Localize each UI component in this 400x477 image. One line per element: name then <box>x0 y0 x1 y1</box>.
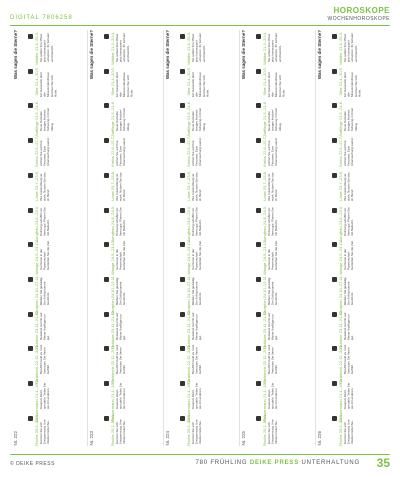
sign-name: Jungfrau 24.8.-23.9. <box>262 205 267 242</box>
sign-name: Stier 21.4.-20.5. <box>186 66 191 96</box>
sign-text: Neue Kontakte bringen frischen Schwung in Ihren Alltag. <box>191 108 206 132</box>
sign-entry <box>104 379 159 423</box>
sign-entry <box>28 414 83 444</box>
sign-entry <box>28 275 83 316</box>
sign-name: Löwe 23.7.-23.8. <box>34 170 39 201</box>
sign-text: Reiselust kommt auf. Kleine Ausflüge tun gut. <box>343 311 355 340</box>
sign-name: Schütze 23.11.-21.12. <box>338 309 343 349</box>
sign-name: Zwillinge 21.5.-21.6. <box>186 101 191 138</box>
sign-text: Ordnung schaffen tut Ihnen gut. Planen Sie mit Bedacht. <box>39 206 51 236</box>
sign-entry <box>332 67 387 97</box>
sign-name: Wassermann 21.1.-19.2. <box>338 379 343 423</box>
sign-text: Beruflich läuft es rund. Vertrauen Sie Ihrem Gefühl. <box>267 344 279 375</box>
sign-text: Reiselust kommt auf. Kleine Ausflüge tun gut. <box>115 311 127 340</box>
sign-entry <box>104 240 159 276</box>
sign-name: Fische 20.2.-20.3. <box>186 413 191 446</box>
zodiac-icon <box>28 34 33 39</box>
sign-text: Achten Sie auf Ihre Finanzen. Eine Überraschung wartet. <box>343 137 355 167</box>
zodiac-icon <box>104 34 109 39</box>
zodiac-icon <box>256 208 261 213</box>
sign-entry <box>180 414 235 444</box>
sign-name: Zwillinge 21.5.-21.6. <box>262 101 267 138</box>
sign-name: Schütze 23.11.-21.12. <box>262 309 267 349</box>
sign-name: Waage 24.9.-23.10. <box>110 240 115 276</box>
zodiac-icon <box>104 242 109 247</box>
sign-list <box>180 30 235 446</box>
sign-entry <box>256 67 311 97</box>
sign-name: Zwillinge 21.5.-21.6. <box>34 101 39 138</box>
sign-name: Widder 21.3.-20.4. <box>186 32 191 65</box>
sign-text: Achten Sie auf Ihre Finanzen. Eine Überraschung wartet. <box>191 137 203 167</box>
zodiac-icon <box>104 312 109 317</box>
zodiac-icon <box>256 277 261 282</box>
sign-text: Achten Sie auf Ihre Finanzen. Eine Überraschung wartet. <box>39 137 51 167</box>
card-title: Was sagen die Sterne? <box>165 30 170 80</box>
sign-text: Harmonie in der Partnerschaft. Genießen Sie die Zeit. <box>39 240 51 271</box>
footer-credit-highlight: DEIKE PRESS <box>249 460 300 466</box>
sign-name: Waage 24.9.-23.10. <box>34 240 39 276</box>
sign-entry <box>256 101 311 138</box>
sign-text: Gönnen Sie sich Entspannung. Ihre Intuition leitet Sie. <box>267 419 279 444</box>
zodiac-icon <box>180 103 185 108</box>
sign-text: Reiselust kommt auf. Kleine Ausflüge tun gut. <box>267 311 279 340</box>
card-header <box>13 30 27 446</box>
sign-name: Zwillinge 21.5.-21.6. <box>338 101 343 138</box>
page-number: 35 <box>376 456 390 470</box>
zodiac-icon <box>332 103 337 108</box>
card-code: Nr. 222 <box>13 431 18 446</box>
sign-text: Ihre Ausstrahlung ist stark. Nutzen Sie das im Beruf. <box>191 172 203 201</box>
sign-entry <box>180 171 235 201</box>
sign-name: Löwe 23.7.-23.8. <box>186 170 191 201</box>
zodiac-icon <box>28 312 33 317</box>
sign-entry <box>256 136 311 166</box>
sign-name: Schütze 23.11.-21.12. <box>34 309 39 349</box>
sign-name: Jungfrau 24.8.-23.9. <box>34 205 39 242</box>
sign-text: Beruflich läuft es rund. Vertrauen Sie Ihrem Gefühl. <box>115 344 127 375</box>
zodiac-icon <box>104 346 109 351</box>
sign-name: Schütze 23.11.-21.12. <box>186 309 191 349</box>
sign-entry <box>180 309 235 349</box>
sign-name: Zwillinge 21.5.-21.6. <box>110 101 115 138</box>
zodiac-icon <box>256 138 261 143</box>
zodiac-icon <box>332 242 337 247</box>
sign-name: Steinbock 22.12.-20.1. <box>338 344 343 385</box>
zodiac-icon <box>256 34 261 39</box>
sign-entry <box>332 275 387 316</box>
sign-text: Gönnen Sie sich Entspannung. Ihre Intuition leitet Sie. <box>39 419 51 444</box>
zodiac-icon <box>180 312 185 317</box>
footer-rule <box>10 454 390 455</box>
zodiac-icon <box>104 416 109 421</box>
zodiac-icon <box>332 381 337 386</box>
sign-entry <box>256 205 311 242</box>
sign-entry <box>256 309 311 349</box>
sign-text: Gönnen Sie sich Entspannung. Ihre Intuition leitet Sie. <box>343 419 355 444</box>
sign-name: Waage 24.9.-23.10. <box>338 240 343 276</box>
sign-text: Gönnen Sie sich Entspannung. Ihre Intuition leitet Sie. <box>191 419 203 444</box>
sign-entry <box>28 171 83 201</box>
sign-text: Ihre Ausstrahlung ist stark. Nutzen Sie das im Beruf. <box>267 172 279 201</box>
zodiac-icon <box>104 173 109 178</box>
sign-name: Wassermann 21.1.-19.2. <box>262 379 267 423</box>
zodiac-icon <box>180 381 185 386</box>
sign-name: Krebs 22.6.-22.7. <box>110 136 115 167</box>
zodiac-icon <box>180 69 185 74</box>
sign-name: Steinbock 22.12.-20.1. <box>262 344 267 385</box>
zodiac-icon <box>332 34 337 39</box>
sign-text: Kreative Ideen sprudeln. Teilen Sie sie mit anderen. <box>343 383 355 410</box>
sign-text: Bleiben Sie geduldig. Der Erfolg kommt bestimmt. <box>191 276 203 306</box>
sign-entry <box>104 275 159 316</box>
zodiac-icon <box>28 381 33 386</box>
sign-entry <box>256 344 311 385</box>
sign-name: Waage 24.9.-23.10. <box>262 240 267 276</box>
zodiac-icon <box>180 416 185 421</box>
sign-text: Harmonie in der Partnerschaft. Genießen Sie die Zeit. <box>191 240 203 271</box>
card-header <box>165 30 179 446</box>
zodiac-icon <box>180 138 185 143</box>
sign-entry <box>28 32 83 65</box>
sign-text: Ein Gespräch klärt alte Missverständnisse. Gönnen Sie sich Ruhe. <box>267 71 286 97</box>
sign-text: Bleiben Sie geduldig. Der Erfolg kommt bestimmt. <box>267 276 279 306</box>
sign-entry <box>104 101 159 138</box>
sign-name: Krebs 22.6.-22.7. <box>186 136 191 167</box>
sign-text: Achten Sie auf Ihre Finanzen. Eine Überraschung wartet. <box>115 137 127 167</box>
zodiac-icon <box>256 312 261 317</box>
sign-name: Jungfrau 24.8.-23.9. <box>338 205 343 242</box>
sign-text: Bleiben Sie geduldig. Der Erfolg kommt bestimmt. <box>115 276 127 306</box>
zodiac-icon <box>332 312 337 317</box>
sign-name: Widder 21.3.-20.4. <box>338 32 343 65</box>
sign-entry <box>180 32 235 65</box>
zodiac-icon <box>332 69 337 74</box>
sign-name: Wassermann 21.1.-19.2. <box>186 379 191 423</box>
sign-text: Achten Sie auf Ihre Finanzen. Eine Überraschung wartet. <box>267 137 279 167</box>
sign-entry <box>104 344 159 385</box>
sign-entry <box>180 136 235 166</box>
sign-entry <box>180 67 235 97</box>
zodiac-icon <box>28 138 33 143</box>
horoscope-grid <box>12 30 388 446</box>
zodiac-icon <box>28 416 33 421</box>
zodiac-icon <box>28 173 33 178</box>
sign-name: Löwe 23.7.-23.8. <box>338 170 343 201</box>
sign-name: Skorpion 24.10.-22.11. <box>338 275 343 316</box>
zodiac-icon <box>256 103 261 108</box>
zodiac-icon <box>28 69 33 74</box>
sign-entry <box>104 414 159 444</box>
sign-name: Jungfrau 24.8.-23.9. <box>110 205 115 242</box>
footer-credit-prefix: 780 FRÜHLING <box>195 460 248 466</box>
zodiac-icon <box>332 208 337 213</box>
zodiac-icon <box>180 277 185 282</box>
zodiac-icon <box>104 69 109 74</box>
zodiac-icon <box>256 69 261 74</box>
sign-text: Bleiben Sie geduldig. Der Erfolg kommt bestimmt. <box>39 276 51 306</box>
sign-name: Jungfrau 24.8.-23.9. <box>186 205 191 242</box>
zodiac-icon <box>104 208 109 213</box>
sign-entry <box>28 101 83 138</box>
zodiac-icon <box>104 381 109 386</box>
sign-text: Ein Gespräch klärt alte Missverständnisse. Gönnen Sie sich Ruhe. <box>343 71 362 97</box>
sign-name: Krebs 22.6.-22.7. <box>338 136 343 167</box>
sign-text: Gönnen Sie sich Entspannung. Ihre Intuition leitet Sie. <box>115 419 127 444</box>
sign-text: Beruflich läuft es rund. Vertrauen Sie Ihrem Gefühl. <box>39 344 51 375</box>
sign-text: Ein Gespräch klärt alte Missverständnisse. Gönnen Sie sich Ruhe. <box>191 71 210 97</box>
sign-entry <box>28 240 83 276</box>
sign-text: Harmonie in der Partnerschaft. Genießen Sie die Zeit. <box>267 240 279 271</box>
header-rule <box>10 25 390 26</box>
card-code: Nr. 226 <box>317 431 322 446</box>
sign-name: Widder 21.3.-20.4. <box>34 32 39 65</box>
sign-text: Reiselust kommt auf. Kleine Ausflüge tun gut. <box>191 311 203 340</box>
sign-name: Widder 21.3.-20.4. <box>110 32 115 65</box>
sign-text: Ein Gespräch klärt alte Missverständnisse. Gönnen Sie sich Ruhe. <box>115 71 134 97</box>
zodiac-icon <box>256 416 261 421</box>
zodiac-icon <box>28 346 33 351</box>
sign-text: Ordnung schaffen tut Ihnen gut. Planen Sie mit Bedacht. <box>343 206 355 236</box>
sign-name: Stier 21.4.-20.5. <box>338 66 343 96</box>
sign-entry <box>28 136 83 166</box>
sign-name: Löwe 23.7.-23.8. <box>110 170 115 201</box>
sign-name: Steinbock 22.12.-20.1. <box>186 344 191 385</box>
sign-name: Wassermann 21.1.-19.2. <box>34 379 39 423</box>
sign-entry <box>28 379 83 423</box>
sign-text: Reiselust kommt auf. Kleine Ausflüge tun gut. <box>39 311 51 340</box>
horoscope-card <box>12 30 84 446</box>
sign-entry <box>332 344 387 385</box>
sign-text: Kreative Ideen sprudeln. Teilen Sie sie mit anderen. <box>267 383 279 410</box>
card-code: Nr. 223 <box>89 431 94 446</box>
sign-name: Krebs 22.6.-22.7. <box>262 136 267 167</box>
zodiac-icon <box>256 242 261 247</box>
sign-entry <box>332 101 387 138</box>
sign-list <box>332 30 387 446</box>
sign-text: Kreative Ideen sprudeln. Teilen Sie sie mit anderen. <box>191 383 203 410</box>
sign-entry <box>332 240 387 276</box>
sign-list <box>256 30 311 446</box>
card-header <box>317 30 331 446</box>
sign-name: Steinbock 22.12.-20.1. <box>34 344 39 385</box>
sign-entry <box>332 414 387 444</box>
sign-entry <box>28 205 83 242</box>
sign-list <box>104 30 159 446</box>
sign-entry <box>180 344 235 385</box>
sign-text: Beruflich läuft es rund. Vertrauen Sie Ihrem Gefühl. <box>343 344 355 375</box>
sign-entry <box>104 32 159 65</box>
sign-entry <box>256 275 311 316</box>
sign-name: Krebs 22.6.-22.7. <box>34 136 39 167</box>
sign-text: Neue Kontakte bringen frischen Schwung in Ihren Alltag. <box>115 108 130 132</box>
header-block <box>327 6 390 22</box>
sign-entry <box>180 275 235 316</box>
card-title: Was sagen die Sterne? <box>241 30 246 80</box>
sign-text: Sie sollten Ihre Pläne jetzt konsequent umsetzen. Ihr Einsatz wird belohnt. <box>191 33 206 62</box>
footer-copyright: © DEIKE PRESS <box>10 461 55 467</box>
sign-text: Sie sollten Ihre Pläne jetzt konsequent umsetzen. Ihr Einsatz wird belohnt. <box>343 33 358 62</box>
sign-name: Löwe 23.7.-23.8. <box>262 170 267 201</box>
sign-name: Fische 20.2.-20.3. <box>338 413 343 446</box>
zodiac-icon <box>104 277 109 282</box>
sign-text: Neue Kontakte bringen frischen Schwung in Ihren Alltag. <box>343 108 358 132</box>
card-header <box>241 30 255 446</box>
zodiac-icon <box>180 242 185 247</box>
zodiac-icon <box>180 173 185 178</box>
card-title: Was sagen die Sterne? <box>13 30 18 80</box>
sign-text: Neue Kontakte bringen frischen Schwung in Ihren Alltag. <box>39 108 54 132</box>
sign-name: Wassermann 21.1.-19.2. <box>110 379 115 423</box>
zodiac-icon <box>180 346 185 351</box>
sign-text: Sie sollten Ihre Pläne jetzt konsequent umsetzen. Ihr Einsatz wird belohnt. <box>39 33 54 62</box>
sign-entry <box>256 171 311 201</box>
card-code: Nr. 225 <box>241 431 246 446</box>
zodiac-icon <box>256 381 261 386</box>
horoscope-card <box>87 30 160 446</box>
zodiac-icon <box>180 208 185 213</box>
card-title: Was sagen die Sterne? <box>89 30 94 80</box>
sign-text: Harmonie in der Partnerschaft. Genießen Sie die Zeit. <box>115 240 127 271</box>
page-title: HOROSKOPE <box>333 6 390 15</box>
sign-text: Ihre Ausstrahlung ist stark. Nutzen Sie das im Beruf. <box>343 172 355 201</box>
sign-text: Ihre Ausstrahlung ist stark. Nutzen Sie das im Beruf. <box>115 172 127 201</box>
sign-name: Fische 20.2.-20.3. <box>110 413 115 446</box>
sign-text: Harmonie in der Partnerschaft. Genießen Sie die Zeit. <box>343 240 355 271</box>
header-code: DIGITAL 7806258 <box>10 15 73 21</box>
horoscope-card <box>239 30 312 446</box>
sign-entry <box>28 344 83 385</box>
sign-name: Skorpion 24.10.-22.11. <box>262 275 267 316</box>
sign-text: Sie sollten Ihre Pläne jetzt konsequent umsetzen. Ihr Einsatz wird belohnt. <box>267 33 282 62</box>
sign-entry <box>332 205 387 242</box>
sign-text: Ihre Ausstrahlung ist stark. Nutzen Sie das im Beruf. <box>39 172 51 201</box>
sign-name: Stier 21.4.-20.5. <box>262 66 267 96</box>
sign-entry <box>332 379 387 423</box>
page-subtitle: WOCHENHOROSKOPE <box>327 16 390 22</box>
zodiac-icon <box>332 416 337 421</box>
horoscope-card <box>163 30 236 446</box>
sign-entry <box>180 379 235 423</box>
sign-entry <box>332 171 387 201</box>
sign-name: Stier 21.4.-20.5. <box>34 66 39 96</box>
sign-text: Sie sollten Ihre Pläne jetzt konsequent umsetzen. Ihr Einsatz wird belohnt. <box>115 33 130 62</box>
sign-entry <box>28 309 83 349</box>
sign-entry <box>104 205 159 242</box>
sign-name: Widder 21.3.-20.4. <box>262 32 267 65</box>
sign-entry <box>104 171 159 201</box>
sign-text: Kreative Ideen sprudeln. Teilen Sie sie mit anderen. <box>39 383 51 410</box>
zodiac-icon <box>28 103 33 108</box>
sign-entry <box>104 309 159 349</box>
zodiac-icon <box>332 346 337 351</box>
sign-entry <box>256 379 311 423</box>
sign-name: Fische 20.2.-20.3. <box>262 413 267 446</box>
sign-text: Ein Gespräch klärt alte Missverständnisse. Gönnen Sie sich Ruhe. <box>39 71 58 97</box>
sign-name: Skorpion 24.10.-22.11. <box>186 275 191 316</box>
zodiac-icon <box>28 242 33 247</box>
zodiac-icon <box>28 277 33 282</box>
sign-entry <box>256 32 311 65</box>
sign-entry <box>28 67 83 97</box>
card-code: Nr. 224 <box>165 431 170 446</box>
zodiac-icon <box>104 138 109 143</box>
footer-credit <box>195 460 360 466</box>
sign-name: Schütze 23.11.-21.12. <box>110 309 115 349</box>
sign-entry <box>104 67 159 97</box>
sign-entry <box>180 101 235 138</box>
sign-name: Steinbock 22.12.-20.1. <box>110 344 115 385</box>
sign-name: Fische 20.2.-20.3. <box>34 413 39 446</box>
sign-entry <box>256 240 311 276</box>
sign-text: Ordnung schaffen tut Ihnen gut. Planen Sie mit Bedacht. <box>267 206 279 236</box>
zodiac-icon <box>332 277 337 282</box>
sign-entry <box>332 32 387 65</box>
sign-name: Waage 24.9.-23.10. <box>186 240 191 276</box>
zodiac-icon <box>256 173 261 178</box>
sign-entry <box>332 309 387 349</box>
sign-name: Skorpion 24.10.-22.11. <box>110 275 115 316</box>
zodiac-icon <box>28 208 33 213</box>
sign-text: Neue Kontakte bringen frischen Schwung in Ihren Alltag. <box>267 108 282 132</box>
sign-name: Stier 21.4.-20.5. <box>110 66 115 96</box>
footer-credit-suffix: UNTERHALTUNG <box>301 460 360 466</box>
sign-name: Skorpion 24.10.-22.11. <box>34 275 39 316</box>
sign-entry <box>332 136 387 166</box>
zodiac-icon <box>332 173 337 178</box>
sign-text: Ordnung schaffen tut Ihnen gut. Planen Sie mit Bedacht. <box>191 206 203 236</box>
sign-text: Ordnung schaffen tut Ihnen gut. Planen Sie mit Bedacht. <box>115 206 127 236</box>
zodiac-icon <box>104 103 109 108</box>
card-header <box>89 30 103 446</box>
zodiac-icon <box>332 138 337 143</box>
zodiac-icon <box>180 34 185 39</box>
sign-text: Bleiben Sie geduldig. Der Erfolg kommt bestimmt. <box>343 276 355 306</box>
zodiac-icon <box>256 346 261 351</box>
sign-entry <box>256 414 311 444</box>
horoscope-card <box>315 30 388 446</box>
sign-entry <box>180 205 235 242</box>
sign-list <box>28 30 83 446</box>
sign-text: Beruflich läuft es rund. Vertrauen Sie Ihrem Gefühl. <box>191 344 203 375</box>
sign-entry <box>104 136 159 166</box>
card-title: Was sagen die Sterne? <box>317 30 322 80</box>
sign-entry <box>180 240 235 276</box>
sign-text: Kreative Ideen sprudeln. Teilen Sie sie mit anderen. <box>115 383 127 410</box>
